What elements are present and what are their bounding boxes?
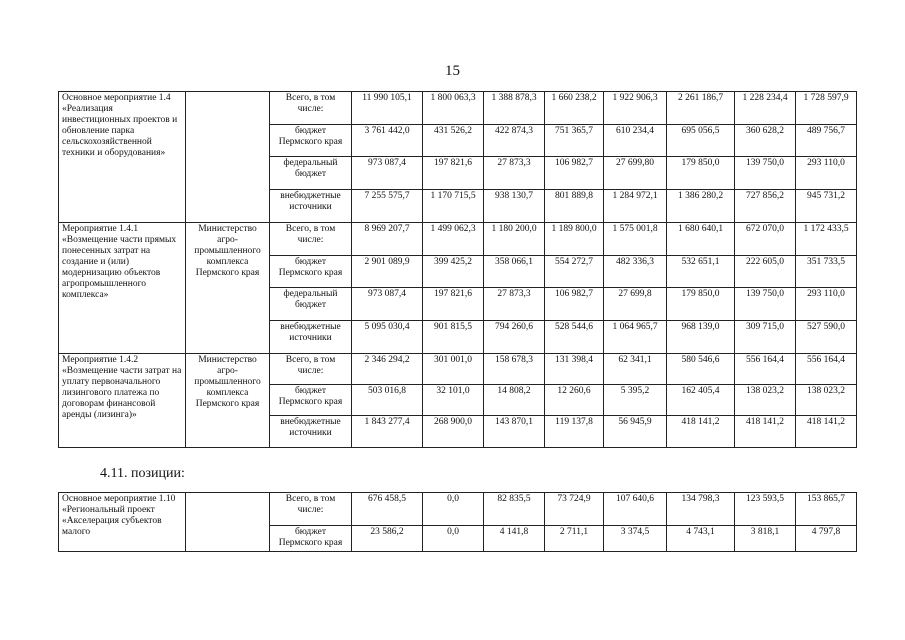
amount-cell: 11 990 105,1 (352, 92, 423, 125)
amount-cell: 945 731,2 (796, 190, 857, 223)
table-row (59, 92, 857, 125)
amount-cell: 1 284 972,1 (604, 190, 667, 223)
amount-cell: 1 189 800,0 (545, 223, 604, 256)
funding-source-cell: бюджет Пермского края (270, 385, 352, 416)
amount-cell: 301 001,0 (423, 354, 484, 385)
amount-cell: 153 865,7 (796, 493, 857, 526)
amount-cell: 0,0 (423, 493, 484, 526)
funding-source-cell: внебюджетные источники (270, 190, 352, 223)
amount-cell: 32 101,0 (423, 385, 484, 416)
amount-cell: 556 164,4 (735, 354, 796, 385)
amount-cell: 482 336,3 (604, 256, 667, 288)
funding-source-cell: бюджет Пермского края (270, 256, 352, 288)
amount-cell: 106 982,7 (545, 288, 604, 321)
amount-cell: 1 228 234,4 (735, 92, 796, 125)
amount-cell: 794 260,6 (484, 321, 545, 354)
table-row (59, 223, 857, 256)
amount-cell: 431 526,2 (423, 125, 484, 157)
amount-cell: 0,0 (423, 526, 484, 552)
amount-cell: 222 605,0 (735, 256, 796, 288)
amount-cell: 1 172 433,5 (796, 223, 857, 256)
amount-cell: 938 130,7 (484, 190, 545, 223)
amount-cell: 123 593,5 (735, 493, 796, 526)
amount-cell: 197 821,6 (423, 288, 484, 321)
amount-cell: 143 870,1 (484, 416, 545, 448)
amount-cell: 12 260,6 (545, 385, 604, 416)
funding-source-cell: внебюджетные источники (270, 416, 352, 448)
amount-cell: 901 815,5 (423, 321, 484, 354)
amount-cell: 119 137,8 (545, 416, 604, 448)
amount-cell: 4 141,8 (484, 526, 545, 552)
amount-cell: 554 272,7 (545, 256, 604, 288)
amount-cell: 399 425,2 (423, 256, 484, 288)
activity-cell: Основное мероприятие 1.10 «Региональный проект «Акселерация субъектов малого (59, 493, 186, 552)
amount-cell: 27 699,80 (604, 157, 667, 190)
amount-cell: 1 064 965,7 (604, 321, 667, 354)
funding-source-cell: федеральный бюджет (270, 157, 352, 190)
amount-cell: 14 808,2 (484, 385, 545, 416)
amount-cell: 1 170 715,5 (423, 190, 484, 223)
amount-cell: 1 660 238,2 (545, 92, 604, 125)
amount-cell: 138 023,2 (796, 385, 857, 416)
amount-cell: 556 164,4 (796, 354, 857, 385)
amount-cell: 138 023,2 (735, 385, 796, 416)
page-number: 15 (445, 63, 460, 79)
amount-cell: 3 761 442,0 (352, 125, 423, 157)
amount-cell: 580 546,6 (667, 354, 735, 385)
amount-cell: 82 835,5 (484, 493, 545, 526)
amount-cell: 973 087,4 (352, 157, 423, 190)
amount-cell: 5 095 030,4 (352, 321, 423, 354)
amount-cell: 1 843 277,4 (352, 416, 423, 448)
amount-cell: 418 141,2 (735, 416, 796, 448)
amount-cell: 2 346 294,2 (352, 354, 423, 385)
amount-cell: 309 715,0 (735, 321, 796, 354)
amount-cell: 3 374,5 (604, 526, 667, 552)
table-row (59, 354, 857, 385)
amount-cell: 351 733,5 (796, 256, 857, 288)
amount-cell: 179 850,0 (667, 157, 735, 190)
funding-source-cell: бюджет Пермского края (270, 125, 352, 157)
amount-cell: 2 901 089,9 (352, 256, 423, 288)
amount-cell: 7 255 575,7 (352, 190, 423, 223)
amount-cell: 8 969 207,7 (352, 223, 423, 256)
funding-source-cell: федеральный бюджет (270, 288, 352, 321)
amount-cell: 1 922 906,3 (604, 92, 667, 125)
amount-cell: 139 750,0 (735, 157, 796, 190)
amount-cell: 27 873,3 (484, 288, 545, 321)
funding-source-cell: внебюджетные источники (270, 321, 352, 354)
executor-cell (186, 493, 270, 552)
budget-table-continued (58, 492, 857, 552)
amount-cell: 1 386 280,2 (667, 190, 735, 223)
amount-cell: 3 818,1 (735, 526, 796, 552)
table-row (59, 493, 857, 526)
funding-source-cell: Всего, в том числе: (270, 92, 352, 125)
amount-cell: 1 388 878,3 (484, 92, 545, 125)
amount-cell: 139 750,0 (735, 288, 796, 321)
amount-cell: 1 680 640,1 (667, 223, 735, 256)
amount-cell: 197 821,6 (423, 157, 484, 190)
executor-cell: Министерство агро-промышленного комплекса Пермского края (186, 354, 270, 448)
budget-table (58, 91, 857, 448)
amount-cell: 973 087,4 (352, 288, 423, 321)
amount-cell: 293 110,0 (796, 288, 857, 321)
amount-cell: 1 575 001,8 (604, 223, 667, 256)
amount-cell: 131 398,4 (545, 354, 604, 385)
amount-cell: 360 628,2 (735, 125, 796, 157)
amount-cell: 1 180 200,0 (484, 223, 545, 256)
section-heading: 4.11. позиции: (100, 466, 185, 481)
amount-cell: 73 724,9 (545, 493, 604, 526)
amount-cell: 751 365,7 (545, 125, 604, 157)
amount-cell: 418 141,2 (667, 416, 735, 448)
amount-cell: 62 341,1 (604, 354, 667, 385)
amount-cell: 5 395,2 (604, 385, 667, 416)
amount-cell: 503 016,8 (352, 385, 423, 416)
amount-cell: 293 110,0 (796, 157, 857, 190)
amount-cell: 23 586,2 (352, 526, 423, 552)
amount-cell: 968 139,0 (667, 321, 735, 354)
funding-source-cell: бюджет Пермского края (270, 526, 352, 552)
amount-cell: 179 850,0 (667, 288, 735, 321)
funding-source-cell: Всего, в том числе: (270, 223, 352, 256)
amount-cell: 610 234,4 (604, 125, 667, 157)
amount-cell: 27 699,8 (604, 288, 667, 321)
amount-cell: 56 945,9 (604, 416, 667, 448)
amount-cell: 162 405,4 (667, 385, 735, 416)
amount-cell: 532 651,1 (667, 256, 735, 288)
amount-cell: 422 874,3 (484, 125, 545, 157)
amount-cell: 1 499 062,3 (423, 223, 484, 256)
executor-cell (186, 92, 270, 223)
amount-cell: 418 141,2 (796, 416, 857, 448)
amount-cell: 358 066,1 (484, 256, 545, 288)
activity-cell: Основное мероприятие 1.4 «Реализация инвестиционных проектов и обновление парка сельскохозяйственной техники и оборудования» (59, 92, 186, 223)
amount-cell: 727 856,2 (735, 190, 796, 223)
amount-cell: 268 900,0 (423, 416, 484, 448)
amount-cell: 1 728 597,9 (796, 92, 857, 125)
amount-cell: 134 798,3 (667, 493, 735, 526)
amount-cell: 676 458,5 (352, 493, 423, 526)
amount-cell: 4 743,1 (667, 526, 735, 552)
activity-cell: Мероприятие 1.4.1 «Возмещение части прямых понесенных затрат на создание и (или) модернизацию объектов агропромышленного комплекса» (59, 223, 186, 354)
executor-cell: Министерство агро-промышленного комплекса Пермского края (186, 223, 270, 354)
amount-cell: 107 640,6 (604, 493, 667, 526)
amount-cell: 489 756,7 (796, 125, 857, 157)
amount-cell: 672 070,0 (735, 223, 796, 256)
amount-cell: 4 797,8 (796, 526, 857, 552)
funding-source-cell: Всего, в том числе: (270, 493, 352, 526)
funding-source-cell: Всего, в том числе: (270, 354, 352, 385)
amount-cell: 106 982,7 (545, 157, 604, 190)
amount-cell: 27 873,3 (484, 157, 545, 190)
amount-cell: 2 261 186,7 (667, 92, 735, 125)
amount-cell: 527 590,0 (796, 321, 857, 354)
amount-cell: 528 544,6 (545, 321, 604, 354)
amount-cell: 695 056,5 (667, 125, 735, 157)
amount-cell: 1 800 063,3 (423, 92, 484, 125)
amount-cell: 2 711,1 (545, 526, 604, 552)
activity-cell: Мероприятие 1.4.2 «Возмещение части затрат на уплату первоначального лизингового платежа по договорам финансовой аренды (лизинга)» (59, 354, 186, 448)
amount-cell: 158 678,3 (484, 354, 545, 385)
amount-cell: 801 889,8 (545, 190, 604, 223)
